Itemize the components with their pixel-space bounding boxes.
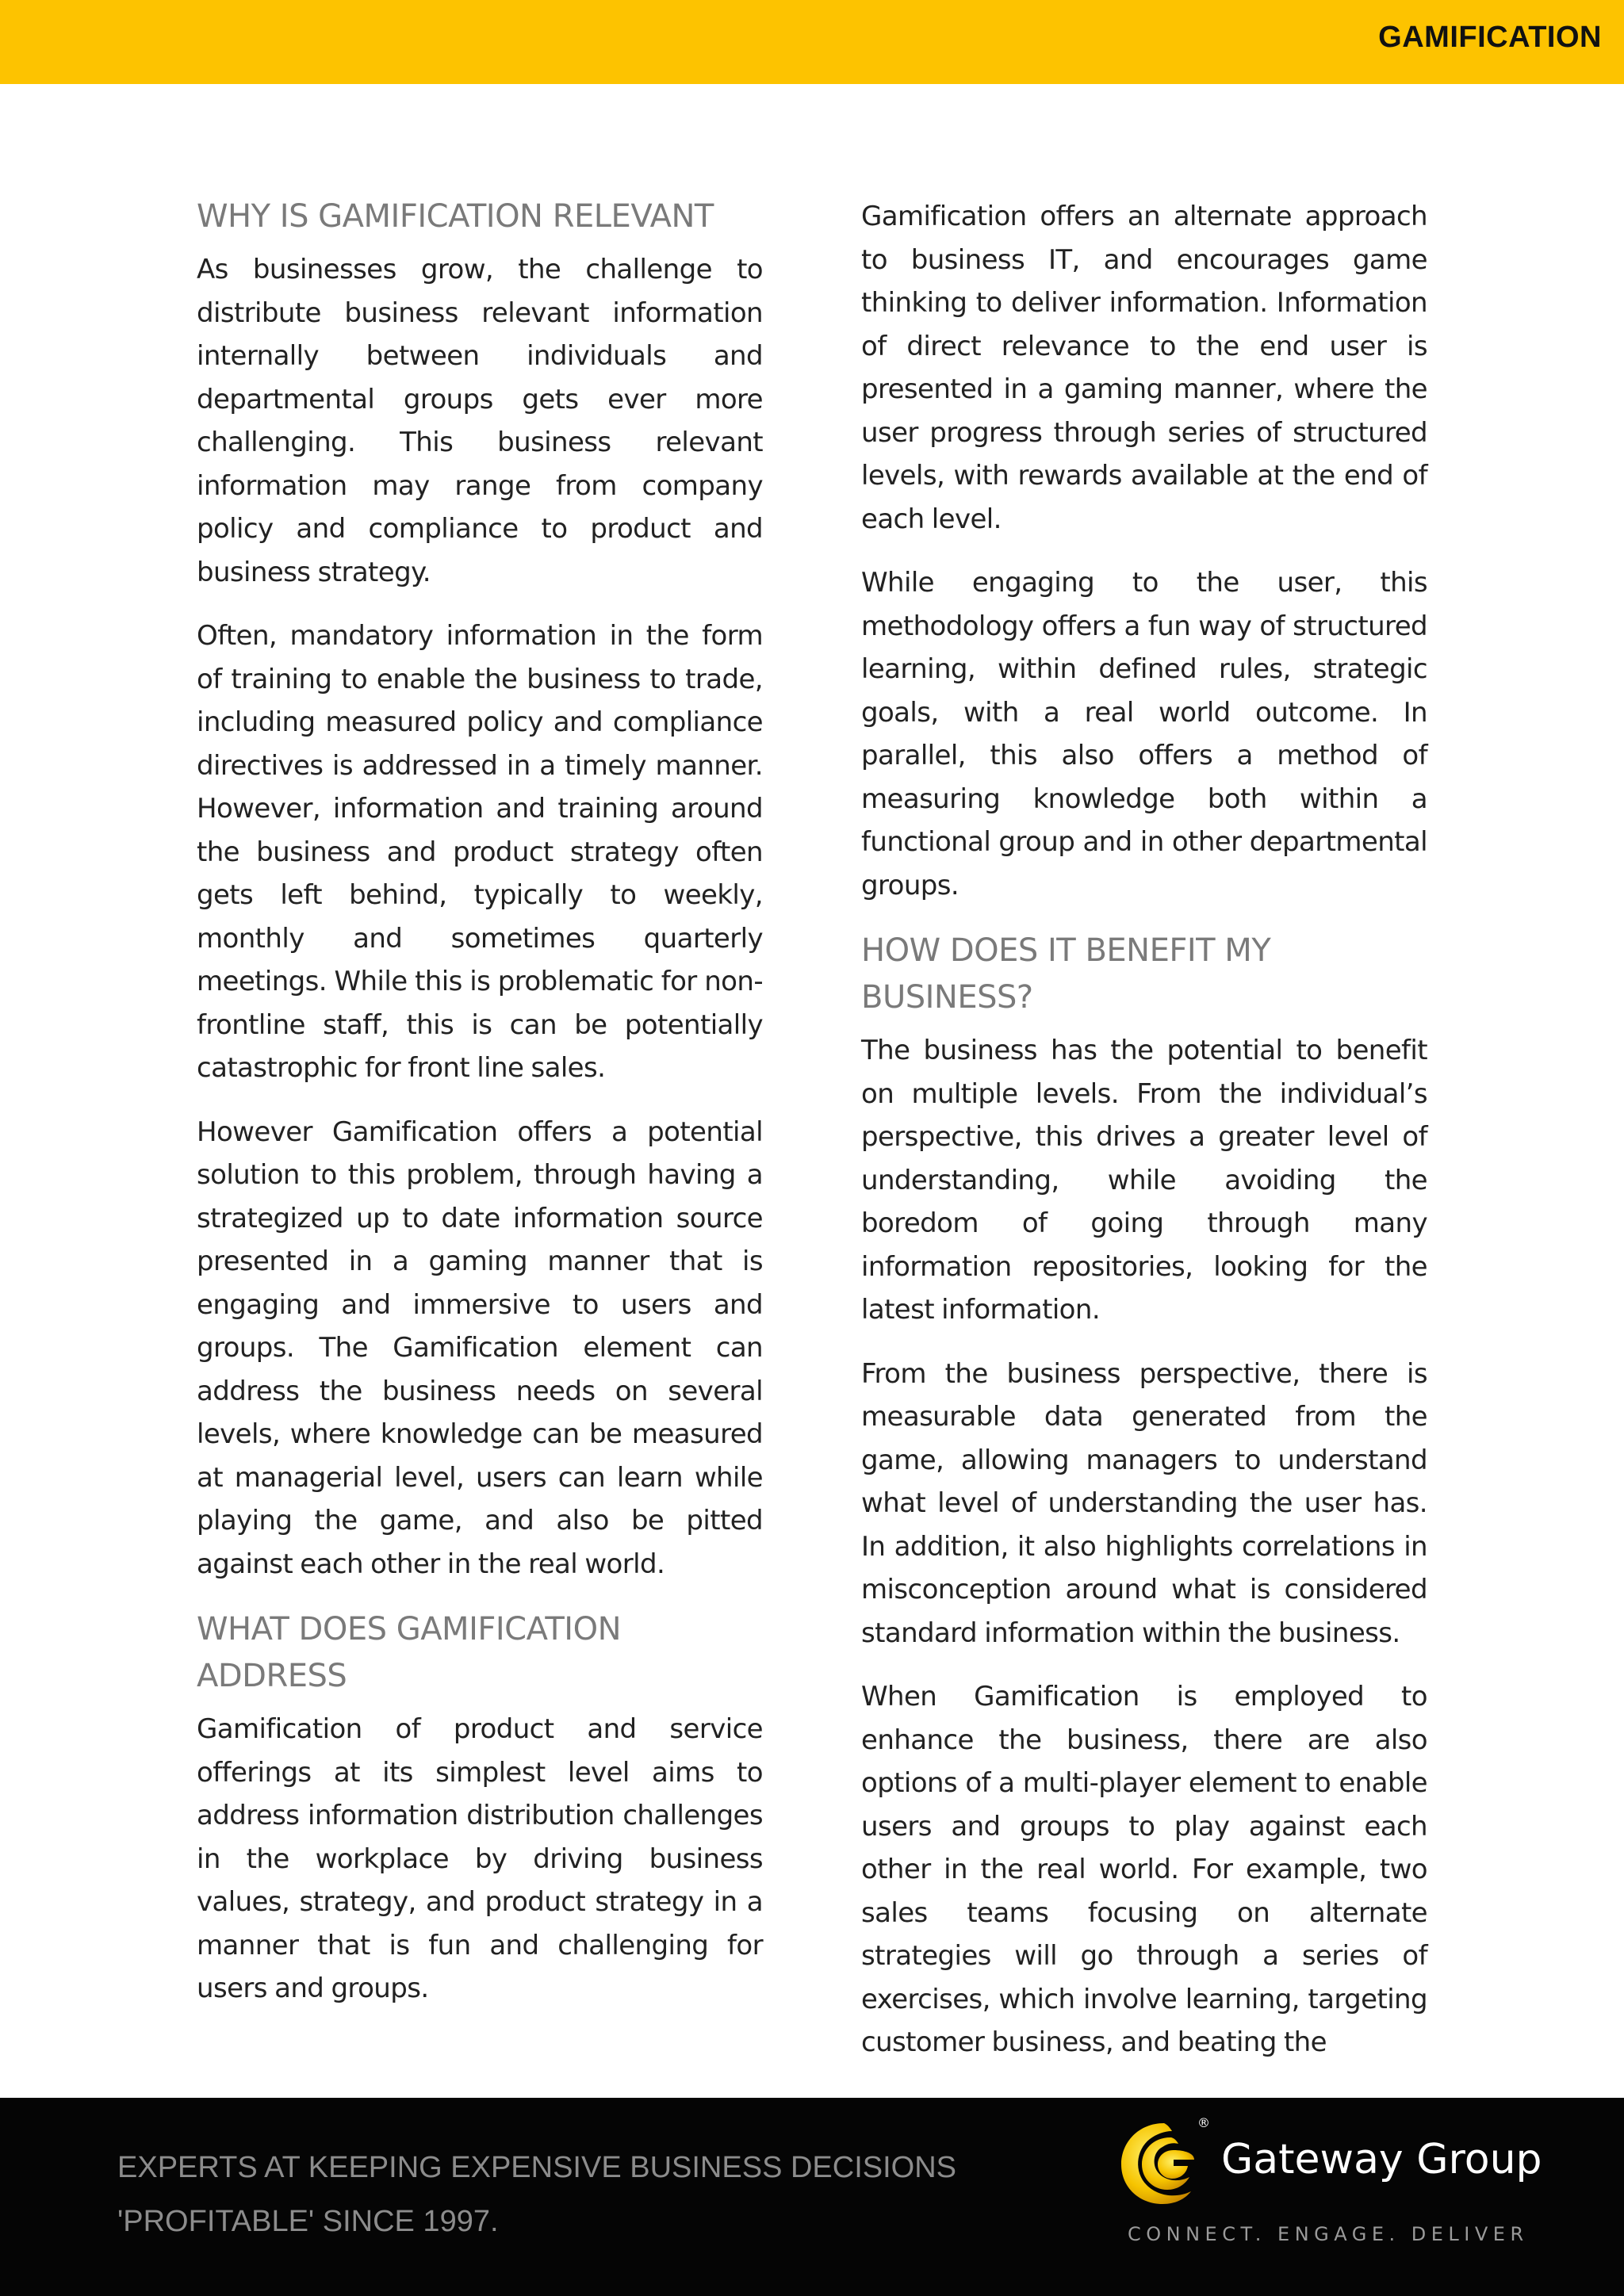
paragraph: Gamification of product and service offerings at its simplest level aims to address information distribution challenges in the workplace by driving business values, strategy, and product strategy in a manner that is fun and challenging for users and groups. bbox=[197, 1713, 763, 2004]
paragraph: While engaging to the user, this methodology offers a fun way of structured learning, within defined rules, strategic goals, with a real world outcome. In parallel, this also offers a method of measuring knowledge both within a functional group and in other departmental groups. bbox=[861, 567, 1427, 901]
paragraph: The business has the potential to benefit on multiple levels. From the individual’s perspective, this drives a greater level of understanding, while avoiding the boredom of going through many information repositories, looking for the latest information. bbox=[861, 1035, 1427, 1326]
left-column bbox=[197, 193, 763, 2031]
paragraph: From the business perspective, there is measurable data generated from the game, allowing managers to understand what level of understanding the user has. In addition, it also highlights correlations in misconception around what is considered standard information within the business. bbox=[861, 1357, 1427, 1649]
paragraph: Often, mandatory information in the form of training to enable the business to trade, including measured policy and compliance directives is addressed in a timely manner. However, information and training around the business and product strategy often gets left behind, typically to weekly, monthly and sometimes quarterly meetings. While this is problematic for non-frontline staff, this is can be potentially catastrophic for front line sales. bbox=[197, 620, 763, 1084]
logo-slogan: CONNECT. ENGAGE. DELIVER bbox=[1128, 2223, 1529, 2245]
header-band bbox=[0, 0, 1624, 84]
paragraph: However Gamification offers a potential solution to this problem, through having a strategized up to date information source presented in a gaming manner that is engaging and immersive to users and groups. The Gamification element can address the business needs on several levels, where knowledge can be measured at managerial level, users can learn while playing the game, and also be pitted against each other in the real world. bbox=[197, 1115, 763, 1580]
tagline-line-1: EXPERTS AT KEEPING EXPENSIVE BUSINESS DECISIONS bbox=[117, 2151, 957, 2184]
logo-name: Gateway Group bbox=[1221, 2136, 1542, 2183]
right-column bbox=[861, 195, 1427, 2085]
tagline-line-2: 'PROFITABLE' SINCE 1997. bbox=[117, 2205, 499, 2238]
registered-mark: ® bbox=[1197, 2115, 1210, 2130]
paragraph: When Gamification is employed to enhance the business, there are also options of a multi-player element to enable users and groups to play against each other in the real world. For example, two sales teams focusing on alternate strategies will go through a series of exercises, which involve learning, targeting customer business, and beating the bbox=[861, 1681, 1427, 2058]
paragraph: As businesses grow, the challenge to distribute business relevant information internally between individuals and departmental groups gets ever more challenging. This business relevant information may range from company policy and compliance to product and business strategy. bbox=[197, 254, 763, 588]
header-title: GAMIFICATION bbox=[1378, 21, 1602, 54]
gateway-group-logo bbox=[1115, 2115, 1559, 2250]
section-heading-how-benefit: HOW DOES IT BENEFIT MY BUSINESS? bbox=[861, 932, 1271, 1016]
paragraph: Gamification offers an alternate approach to business IT, and encourages game thinking to deliver information. Information of direct relevance to the end user is presented in a gaming manner, where the user progress through series of structured levels, with rewards available at the end of each level. bbox=[861, 201, 1427, 535]
section-heading-why-relevant: WHY IS GAMIFICATION RELEVANT bbox=[197, 198, 714, 235]
section-heading-what-address: WHAT DOES GAMIFICATION ADDRESS bbox=[197, 1611, 621, 1694]
footer-tagline bbox=[117, 2141, 1005, 2248]
